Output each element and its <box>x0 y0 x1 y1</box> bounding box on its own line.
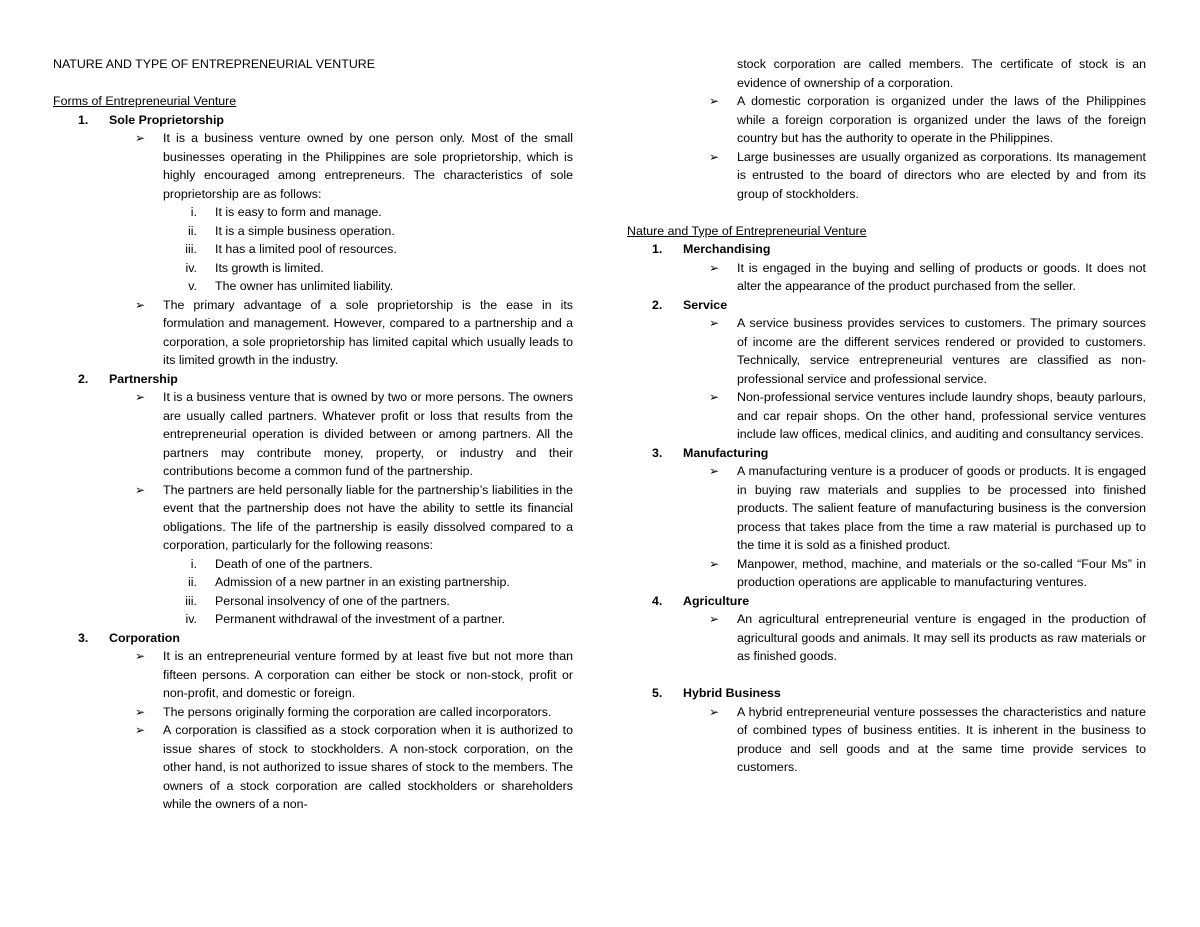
bullet-item <box>627 703 1146 777</box>
bullet-text: A corporation is classified as a stock corporation when it is authorized to issue shares of stock to stockholders. A non-stock corporation, on the other hand, is not authorized to issue shares of stock to the members. The owners of a stock corporation are called stockholders or shareholders while the owners of a non- <box>163 723 573 811</box>
bullet-text: Manpower, method, machine, and materials or the so-called “Four Ms” in production operations are applicable to manufacturing ventures. <box>737 556 1146 589</box>
section-heading-forms: Forms of Entrepreneurial Venture <box>53 94 237 108</box>
bullet-text: A domestic corporation is organized under the laws of the Philippines while a foreign corporation is organized under the laws of the foreign country but has the authority to operate in the Philippines. <box>737 94 1146 145</box>
item-title: Manufacturing <box>683 445 769 460</box>
arrow-bullet-icon: ➢ <box>135 131 146 145</box>
item-title: Sole Proprietorship <box>109 112 224 127</box>
list-item-corporation <box>53 629 573 648</box>
roman-item: iii. Personal insolvency of one of the partners. <box>185 593 450 608</box>
item-title: Corporation <box>109 630 180 645</box>
arrow-bullet-icon: ➢ <box>709 316 720 330</box>
right-column <box>627 55 1146 777</box>
list-item-partnership <box>53 370 573 389</box>
bullet-text: A manufacturing venture is a producer of goods or products. It is engaged in buying raw materials and supplies to be processed into finished products. The salient feature of manufacturing business is the conversion process that takes place from the time a raw material is purchased up to the time it is sold as a finished product. <box>737 464 1146 552</box>
arrow-bullet-icon: ➢ <box>135 482 146 497</box>
arrow-bullet-icon: ➢ <box>709 612 720 626</box>
arrow-bullet-icon: ➢ <box>709 94 720 108</box>
bullet-item <box>53 481 573 555</box>
bullet-item <box>627 388 1146 444</box>
roman-list <box>53 555 573 629</box>
bullet-text: The partners are held personally liable for the partnership’s liabilities in the event that the partnership does not have the ability to settle its financial obligations. The life of the partnership is easily dissolved compared to a corporation, particularly for the following reasons: <box>163 482 573 552</box>
arrow-bullet-icon: ➢ <box>135 390 146 404</box>
bullet-text: It is a business venture that is owned by two or more persons. The owners are usually called partners. Whatever profit or loss that results from the entrepreneurial operation is divided between or among partners. All the partners may contribute money, property, or industry and their contributions become a common fund of the partnership. <box>163 390 573 478</box>
roman-item: iii. It has a limited pool of resources. <box>185 242 397 256</box>
bullet-item <box>627 462 1146 555</box>
bullet-continuation: stock corporation are called members. The certificate of stock is an evidence of ownership of a corporation. <box>737 57 1146 90</box>
item-number: 3. <box>78 630 89 645</box>
bullet-item <box>53 388 573 481</box>
item-number: 3. <box>652 445 663 460</box>
bullet-item <box>53 129 573 203</box>
arrow-bullet-icon: ➢ <box>135 649 146 663</box>
item-title: Hybrid Business <box>683 686 781 700</box>
roman-item: i. Death of one of the partners. <box>190 556 373 571</box>
left-column <box>53 55 573 814</box>
item-title: Service <box>683 297 728 312</box>
arrow-bullet-icon: ➢ <box>135 704 146 719</box>
roman-item: ii. It is a simple business operation. <box>188 223 395 238</box>
item-number: 1. <box>78 112 89 127</box>
item-title: Partnership <box>109 371 178 386</box>
roman-item: iv. Permanent withdrawal of the investment of a partner. <box>185 612 505 626</box>
item-number: 2. <box>652 297 663 312</box>
roman-list <box>53 203 573 296</box>
bullet-text: Non-professional service ventures include laundry shops, beauty parlours, and car repair shops. On the other hand, professional service ventures include law offices, medical clinics, and auditing and consultancy services. <box>737 390 1146 441</box>
bullet-item <box>627 259 1146 296</box>
list-item-agriculture <box>627 592 1146 611</box>
arrow-bullet-icon: ➢ <box>709 464 720 478</box>
list-item-hybrid-business <box>627 684 1146 703</box>
section-heading-nature: Nature and Type of Entrepreneurial Venture <box>627 223 867 238</box>
bullet-item <box>627 555 1146 592</box>
bullet-item <box>53 703 573 722</box>
document-title: NATURE AND TYPE OF ENTREPRENEURIAL VENTURE <box>53 57 375 71</box>
bullet-item <box>53 647 573 703</box>
bullet-item <box>627 314 1146 388</box>
bullet-item <box>627 148 1146 204</box>
item-title: Agriculture <box>683 593 750 608</box>
roman-item: iv. Its growth is limited. <box>185 260 324 275</box>
arrow-bullet-icon: ➢ <box>135 297 146 312</box>
bullet-text: The persons originally forming the corporation are called incorporators. <box>163 704 552 719</box>
list-item-manufacturing <box>627 444 1146 463</box>
bullet-text: It is an entrepreneurial venture formed by at least five but not more than fifteen persons. A corporation can either be stock or non-stock, profit or non-profit, and domestic or foreign. <box>163 649 573 700</box>
bullet-item <box>53 721 573 814</box>
list-item-merchandising <box>627 240 1146 259</box>
arrow-bullet-icon: ➢ <box>709 260 720 275</box>
list-item-service <box>627 296 1146 315</box>
roman-item: ii. Admission of a new partner in an existing partnership. <box>188 575 510 589</box>
bullet-text: A hybrid entrepreneurial venture possesses the characteristics and nature of combined types of business entities. It is inherent in the business to produce and sell goods and at the same time provide services to customers. <box>737 704 1146 774</box>
roman-item: v. The owner has unlimited liability. <box>188 279 394 293</box>
bullet-text: An agricultural entrepreneurial venture is engaged in the production of agricultural goods and animals. It may sell its products as raw materials or as finished goods. <box>737 612 1146 663</box>
bullet-text: It is engaged in the buying and selling of products or goods. It does not alter the appearance of the product purchased from the seller. <box>737 260 1146 293</box>
bullet-item <box>627 610 1146 666</box>
arrow-bullet-icon: ➢ <box>135 723 146 737</box>
bullet-item <box>627 92 1146 148</box>
item-title: Merchandising <box>683 242 771 256</box>
item-number: 1. <box>652 242 663 256</box>
arrow-bullet-icon: ➢ <box>709 556 720 571</box>
roman-item: i. It is easy to form and manage. <box>190 205 382 219</box>
item-number: 2. <box>78 371 89 386</box>
list-item-sole-proprietorship <box>53 111 573 130</box>
bullet-text: It is a business venture owned by one person only. Most of the small businesses operating in the Philippines are sole proprietorship, which is highly encouraged among entrepreneurs. The characteristics of sole proprietorship are as follows: <box>163 131 573 201</box>
item-number: 5. <box>652 686 663 700</box>
arrow-bullet-icon: ➢ <box>709 390 720 404</box>
arrow-bullet-icon: ➢ <box>709 704 720 719</box>
arrow-bullet-icon: ➢ <box>709 149 720 164</box>
bullet-text: The primary advantage of a sole proprietorship is the ease in its formulation and management. However, compared to a partnership and a corporation, a sole proprietorship has limited capital which usually leads to its limited growth in the industry. <box>163 297 573 367</box>
bullet-text: Large businesses are usually organized as corporations. Its management is entrusted to the board of directors who are elected by and from its group of stockholders. <box>737 149 1146 201</box>
bullet-text: A service business provides services to customers. The primary sources of income are the different services rendered or provided to customers. Technically, service entrepreneurial ventures are classified as non-professional service and professional service. <box>737 316 1146 386</box>
bullet-item <box>53 296 573 370</box>
item-number: 4. <box>652 593 663 608</box>
